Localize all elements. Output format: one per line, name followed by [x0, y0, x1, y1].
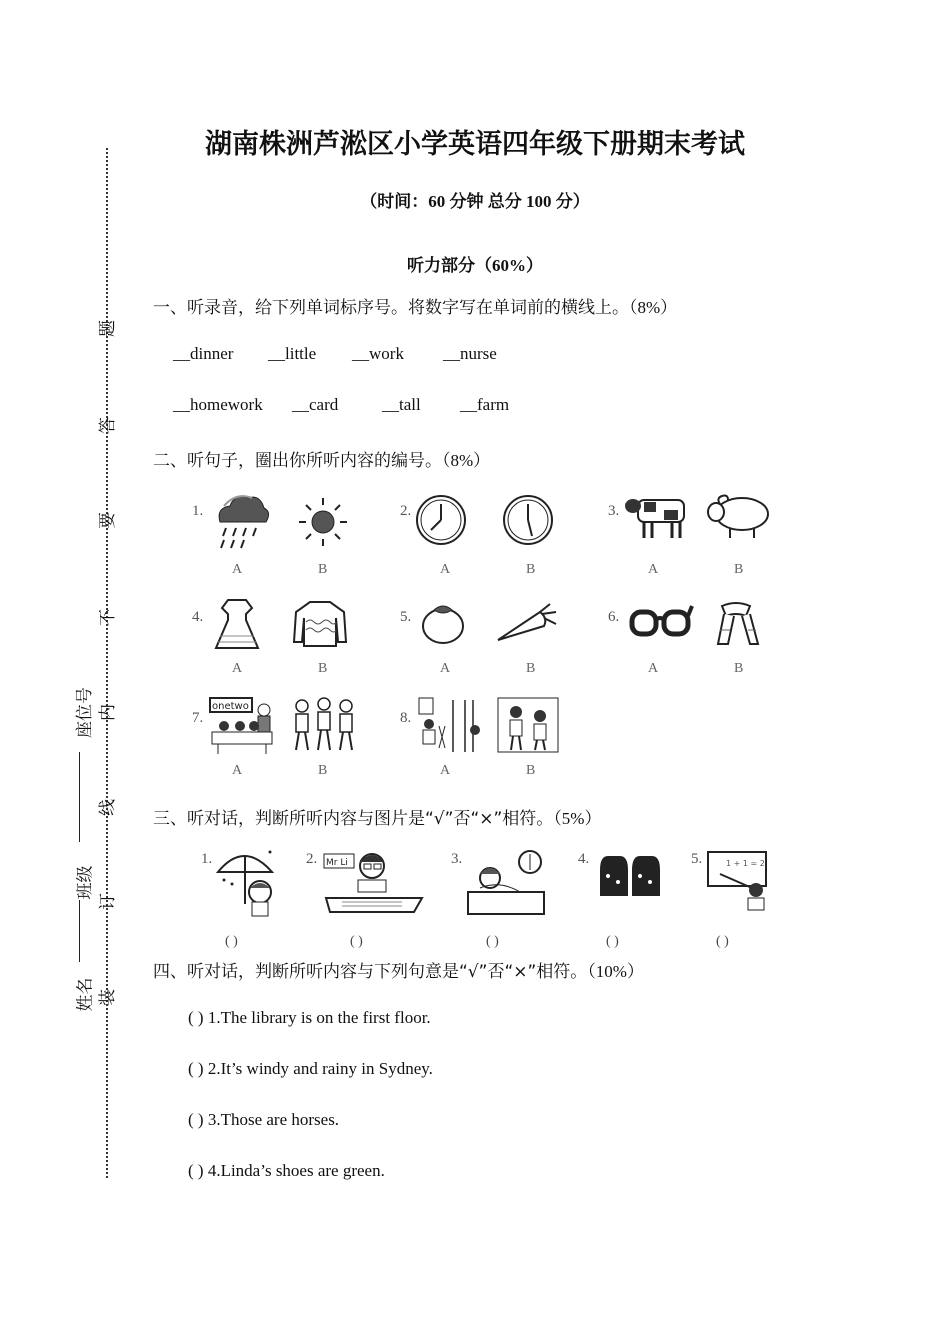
word-item: __dinner	[173, 344, 234, 363]
q2-number: 7.	[192, 710, 204, 726]
sun-icon	[297, 496, 349, 548]
option-b: B	[318, 763, 328, 778]
side-char-2: 答	[98, 417, 118, 434]
side-char-8: 装	[98, 989, 118, 1006]
q3-number: 5.	[691, 851, 703, 867]
word-item: __nurse	[443, 344, 497, 363]
q2-number: 5.	[400, 609, 412, 625]
option-a: A	[232, 562, 243, 577]
board-text: 1 + 1 = 2	[726, 859, 765, 868]
binding-dotted-line	[106, 148, 108, 1178]
boy-in-bed-icon	[466, 848, 548, 918]
class-fill-line	[79, 900, 80, 962]
page-title: 湖南株洲芦淞区小学英语四年级下册期末考试	[205, 129, 745, 160]
umbrella-boy-icon	[214, 844, 280, 920]
option-b: B	[526, 562, 536, 577]
answer-bracket[interactable]: ( )	[486, 934, 499, 949]
option-a: A	[440, 763, 451, 778]
answer-bracket[interactable]: ( )	[716, 934, 729, 949]
q2-number: 2.	[400, 503, 412, 519]
option-a: A	[232, 661, 243, 676]
glasses-icon	[628, 602, 694, 642]
q3-number: 3.	[451, 851, 463, 867]
side-char-6: 线	[98, 799, 118, 816]
q1-heading: 一、听录音，给下列单词标序号。将数字写在单词前的横线上。（8%）	[153, 298, 678, 318]
q3-heading: 三、听对话，判断所听内容与图片是“√”否“×”相符。（5%）	[153, 809, 602, 829]
q3-number: 4.	[578, 851, 590, 867]
math-board-icon	[706, 848, 770, 912]
kids-playing-icon	[290, 696, 362, 756]
sweater-icon	[292, 598, 348, 648]
statement-2: ( ) 2.It’s windy and rainy in Sydney.	[188, 1059, 433, 1078]
side-char-3: 要	[98, 512, 118, 529]
q2-number: 3.	[608, 503, 620, 519]
statement-4: ( ) 4.Linda’s shoes are green.	[188, 1161, 385, 1180]
option-a: A	[440, 661, 451, 676]
q2-heading: 二、听句子，圈出你所听内容的编号。（8%）	[153, 451, 491, 471]
clock-icon	[415, 494, 467, 546]
word-item: __farm	[460, 395, 510, 414]
dress-icon	[212, 596, 262, 652]
option-b: B	[526, 661, 536, 676]
word-item: __little	[268, 344, 317, 363]
answer-bracket[interactable]: ( )	[606, 934, 619, 949]
classroom-icon	[208, 696, 278, 756]
drawing-class-icon	[415, 696, 487, 756]
tomato-icon	[420, 600, 466, 646]
option-b: B	[318, 661, 328, 676]
q2-number: 1.	[192, 503, 204, 519]
teacher-desk-icon	[322, 848, 428, 918]
seat-number-label: 座位号	[75, 687, 95, 738]
board-text: Mr Li	[326, 858, 348, 868]
option-a: A	[440, 562, 451, 577]
q3-number: 1.	[201, 851, 213, 867]
name-label: 姓名	[75, 977, 96, 1012]
listening-section-title: 听力部分（60%）	[407, 256, 543, 275]
option-a: A	[232, 763, 243, 778]
answer-bracket[interactable]: ( )	[225, 934, 238, 949]
q3-number: 2.	[306, 851, 318, 867]
q2-number: 4.	[192, 609, 204, 625]
option-b: B	[318, 562, 328, 577]
clock-icon	[502, 494, 554, 546]
word-item: __work	[352, 344, 404, 363]
cow-icon	[624, 490, 692, 542]
scarf-icon	[712, 600, 760, 650]
option-b: B	[734, 562, 744, 577]
option-b: B	[526, 763, 536, 778]
carrot-icon	[494, 602, 558, 644]
side-char-7: 订	[98, 893, 118, 910]
statement-1: ( ) 1.The library is on the first floor.	[188, 1008, 431, 1027]
option-b: B	[734, 661, 744, 676]
q4-heading: 四、听对话，判断所听内容与下列句意是“√”否“×”相符。（10%）	[153, 962, 644, 982]
option-a: A	[648, 661, 659, 676]
exam-time-info: （时间：60 分钟 总分 100 分）	[360, 192, 590, 211]
side-char-5: 内	[98, 704, 118, 721]
word-item: __tall	[382, 395, 421, 414]
q2-number: 6.	[608, 609, 620, 625]
seat-fill-line	[79, 752, 80, 842]
q2-number: 8.	[400, 710, 412, 726]
board-text: onetwo	[212, 701, 249, 712]
side-char-4: 不	[98, 609, 118, 626]
word-item: __homework	[173, 395, 263, 414]
statement-3: ( ) 3.Those are horses.	[188, 1110, 340, 1129]
sheep-icon	[706, 490, 770, 542]
class-label: 班级	[75, 865, 96, 900]
gloves-icon	[596, 852, 664, 902]
answer-bracket[interactable]: ( )	[350, 934, 363, 949]
kids-room-icon	[496, 696, 562, 756]
option-a: A	[648, 562, 659, 577]
side-char-1: 题	[98, 320, 118, 337]
word-item: __card	[292, 395, 339, 414]
rain-icon	[212, 490, 272, 552]
